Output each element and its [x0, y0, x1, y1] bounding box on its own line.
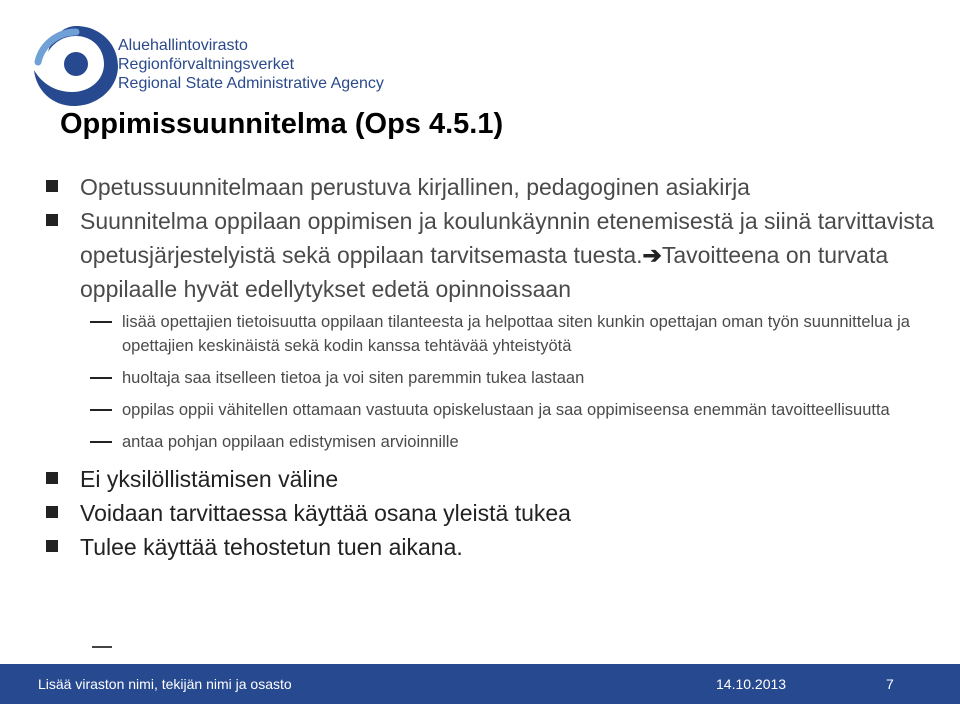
agency-name-en: Regional State Administrative Agency [118, 75, 384, 92]
slide-title: Oppimissuunnitelma (Ops 4.5.1) [60, 108, 504, 140]
trailing-dash [92, 646, 112, 648]
agency-name-sv: Regionförvaltningsverket [118, 56, 295, 73]
sub-bullet-item [80, 398, 944, 422]
footer-bar [0, 664, 960, 704]
bullet-text: Suunnitelma oppilaan oppimisen ja koulunkäynnin etenemisestä ja siinä tarvittavista opetusjärjestelyistä sekä oppilaan tarvitsemasta tuesta. [80, 208, 935, 268]
bullet-text: Ei yksilöllistämisen väline [80, 466, 339, 492]
square-bullet-icon [46, 540, 58, 552]
agency-name [118, 36, 384, 93]
bullet-item [44, 530, 944, 564]
square-bullet-icon [46, 472, 58, 484]
sub-bullet-item [80, 310, 944, 358]
dash-bullet-icon [90, 409, 112, 411]
arrow-icon: ➔ [642, 242, 662, 268]
agency-name-fi: Aluehallintovirasto [118, 37, 248, 54]
bullet-text: Opetussuunnitelmaan perustuva kirjallinen, pedagoginen asiakirja [80, 174, 750, 200]
square-bullet-icon [46, 180, 58, 192]
sub-bullet-text: lisää opettajien tietoisuutta oppilaan tilanteesta ja helpottaa siten kunkin opettajan oman työn suunnittelua ja opettajien keskinäistä sekä kodin kanssa tehtävää yhteistyötä [122, 313, 910, 355]
arrow-text: Tavoitteena on turvata oppilaalle hyvät edellytykset edetä opinnoissaan [80, 242, 889, 302]
dash-bullet-icon [90, 441, 112, 443]
bullet-text: Tulee käyttää tehostetun tuen aikana. [80, 534, 463, 560]
bullet-text: Voidaan tarvittaessa käyttää osana yleistä tukea [80, 500, 571, 526]
dash-bullet-icon [90, 321, 112, 323]
agency-logo [28, 22, 124, 108]
square-bullet-icon [46, 214, 58, 226]
square-bullet-icon [46, 506, 58, 518]
footer-text: Lisää viraston nimi, tekijän nimi ja osasto [38, 676, 292, 692]
sub-bullet-text: oppilas oppii vähitellen ottamaan vastuuta opiskelustaan ja saa oppimiseensa enemmän tavoitteellisuutta [122, 401, 890, 419]
page-number: 7 [886, 676, 894, 692]
sub-bullet-text: huoltaja saa itselleen tietoa ja voi siten paremmin tukea lastaan [122, 369, 585, 387]
sub-bullet-text: antaa pohjan oppilaan edistymisen arvioinnille [122, 433, 459, 451]
sub-bullet-item [80, 366, 944, 390]
slide-content [44, 170, 944, 564]
bullet-item [44, 496, 944, 530]
sub-bullet-item [80, 430, 944, 454]
dash-bullet-icon [90, 377, 112, 379]
bullet-item [44, 462, 944, 496]
footer-date: 14.10.2013 [716, 676, 787, 692]
sub-bullet-list [80, 310, 944, 454]
bullet-item [44, 170, 944, 204]
bullet-item [44, 204, 944, 306]
